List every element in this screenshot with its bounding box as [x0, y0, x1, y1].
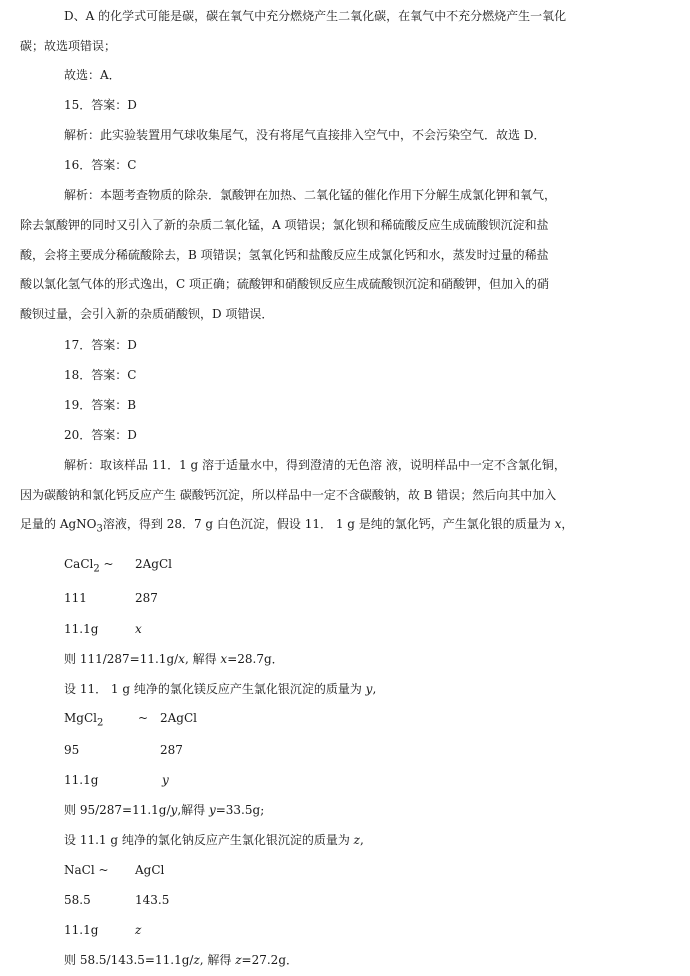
subscript: 3: [96, 523, 103, 535]
explanation-16-line: 酸钡过量，会引入新的杂质硝酸钡，D 项错误．: [20, 307, 274, 321]
text-run: 设 11． 1 g 纯净的氯化镁反应产生氯化银沉淀的质量为: [64, 682, 366, 696]
setup-line: [64, 681, 672, 697]
molar-mass: 95: [64, 743, 80, 757]
formula-text: NaCl: [64, 863, 95, 877]
setup-line: [64, 832, 672, 848]
text-run: ，: [561, 517, 574, 531]
answer-15: 15．答案：D: [64, 98, 137, 112]
text-run: 则 95/287=11.1g/: [64, 803, 171, 817]
text-run: =27.2g．: [241, 953, 299, 967]
result-line: [64, 651, 672, 667]
text-run: , 解得: [199, 953, 236, 967]
variable: y: [170, 803, 178, 817]
result-line: [64, 802, 672, 818]
variable: x: [178, 652, 185, 666]
mass: 11.1g: [64, 622, 99, 636]
formula: [64, 710, 103, 731]
variable: z: [135, 923, 142, 937]
formula: AgCl: [135, 863, 165, 877]
text-run: , 解得: [184, 652, 221, 666]
formula-text: MgCl: [64, 711, 97, 725]
text-run: 设 11.1 g 纯净的氯化钠反应产生氯化银沉淀的质量为: [64, 833, 354, 847]
text-run: 溶液，得到 28．7 g 白色沉淀，假设 11． 1 g 是纯的氯化钙，产生氯化银的质量为: [102, 517, 555, 531]
explanation-20-line: 因为碳酸钠和氯化钙反应产生 碳酸钙沉淀，所以样品中一定不含碳酸钠，故 B 错误；然后向其中加入: [20, 488, 557, 502]
tilde: ~: [94, 863, 109, 877]
formula: [64, 556, 114, 577]
variable: z: [193, 953, 200, 967]
explanation-20-line: [20, 516, 672, 537]
paragraph-line: 碳；故选项错误；: [20, 39, 117, 53]
text-run: =33.5g;: [215, 803, 265, 817]
text-run: ,: [372, 682, 377, 696]
result-line: [64, 952, 672, 968]
formula: 2AgCl: [160, 711, 198, 725]
answer-20: 20．答案：D: [64, 428, 137, 442]
text-run: ,解得: [177, 803, 209, 817]
explanation-16-line: 解析：本题考查物质的除杂．氯酸钾在加热、二氧化锰的催化作用下分解生成氯化钾和氧气，: [64, 188, 557, 202]
variable: x: [554, 517, 562, 531]
answer-16: 16．答案：C: [64, 158, 137, 172]
explanation-15: 解析：此实验装置用气球收集尾气，没有将尾气直接排入空气中，不会污染空气．故选 D．: [64, 128, 546, 142]
molar-mass: 287: [135, 591, 158, 605]
tilde: ~: [138, 711, 149, 725]
text-run: ,: [360, 833, 364, 847]
text-run: 则 58.5/143.5=11.1g/: [64, 953, 194, 967]
molar-mass: 287: [160, 743, 183, 757]
subscript: 2: [97, 717, 104, 729]
explanation-16-line: 酸以氯化氢气体的形式逸出，C 项正确；硫酸钾和硝酸钡反应生成硫酸钡沉淀和硝酸钾，但加入的硝: [20, 277, 549, 291]
explanation-16-line: 除去氯酸钾的同时又引入了新的杂质二氧化锰，A 项错误；氯化钡和稀硫酸反应生成硫酸钡沉淀和盐: [20, 218, 549, 232]
answer-19: 19．答案：B: [64, 398, 137, 412]
variable: y: [208, 803, 216, 817]
molar-mass: 143.5: [135, 893, 170, 907]
text-run: =28.7g．: [227, 652, 284, 666]
variable: y: [365, 682, 373, 696]
mass: 11.1g: [64, 773, 99, 787]
tilde: ~: [99, 557, 114, 571]
variable: z: [235, 953, 242, 967]
text-run: 足量的 AgNO: [20, 517, 97, 531]
subscript: 2: [93, 563, 100, 575]
molar-mass: 111: [64, 591, 87, 605]
variable: x: [135, 622, 142, 636]
mass: 11.1g: [64, 923, 99, 937]
text-run: 则 111/287=11.1g/: [64, 652, 179, 666]
variable: x: [220, 652, 228, 666]
explanation-16-line: 酸，会将主要成分稀硫酸除去，B 项错误；氢氧化钙和盐酸反应生成氯化钙和水，蒸发时过量的稀盐: [20, 248, 549, 262]
molar-mass: 58.5: [64, 893, 91, 907]
formula: 2AgCl: [135, 557, 173, 571]
variable: z: [353, 833, 360, 847]
paragraph-line: 故选：A．: [64, 68, 121, 82]
formula-text: CaCl: [64, 557, 94, 571]
answer-17: 17．答案：D: [64, 338, 137, 352]
paragraph-line: D、A 的化学式可能是碳，碳在氧气中充分燃烧产生二氧化碳，在氧气中不充分燃烧产生一氧化: [64, 9, 567, 23]
variable: y: [162, 773, 169, 787]
explanation-20-line: 解析：取该样品 11．1 g 溶于适量水中，得到澄清的无色溶 液，说明样品中一定不含氯化铜，: [64, 458, 566, 472]
answer-18: 18．答案：C: [64, 368, 137, 382]
formula: [64, 862, 109, 878]
